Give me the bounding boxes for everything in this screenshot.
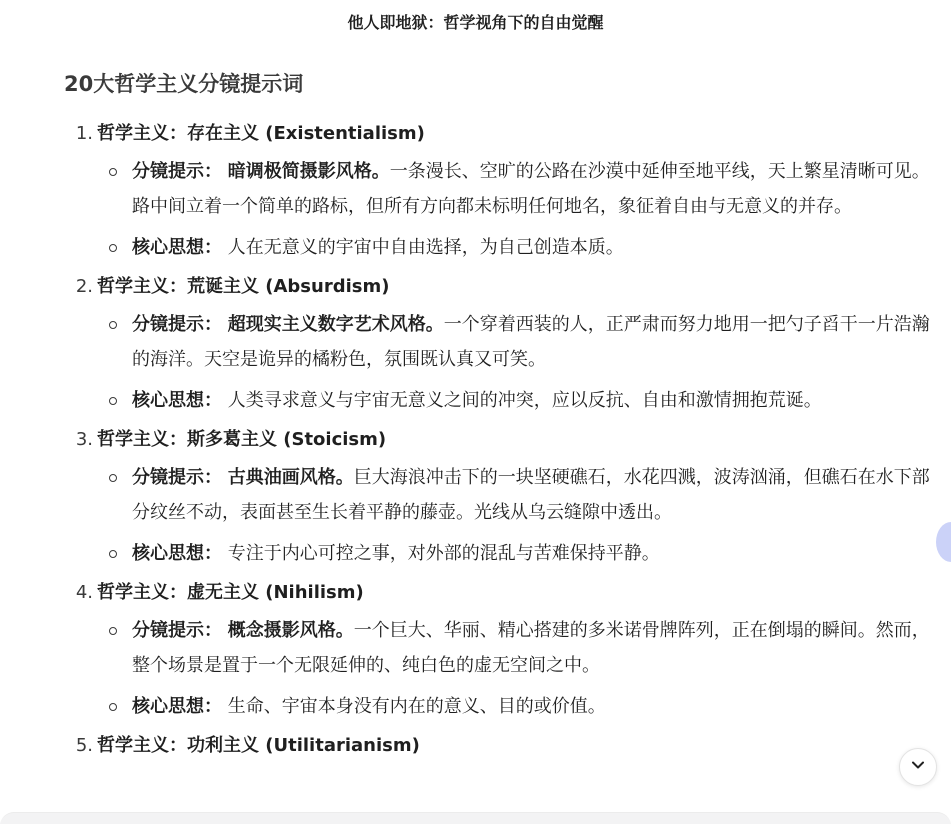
idea-label: 核心思想： — [132, 543, 222, 564]
item-number: 5. — [75, 735, 93, 756]
prompt-style: 暗调极简摄影风格。 — [227, 161, 390, 182]
item-heading-text: 哲学主义：存在主义 (Existentialism) — [97, 123, 425, 144]
idea-bullet — [97, 536, 951, 571]
prompt-label: 分镜提示： — [132, 314, 222, 335]
prompt-label: 分镜提示： — [132, 161, 222, 182]
item-number: 1. — [75, 123, 93, 144]
idea-bullet — [97, 383, 951, 418]
prompt-text: 一条漫长、空旷的公路在沙漠中延伸至地平线，天上繁星清晰可见。路中间立着一个简单的路标，但所有方向都未标明任何地名，象征着自由与无意义的并存。 — [132, 161, 930, 217]
message-input-area[interactable] — [0, 812, 951, 824]
idea-text: 专注于内心可控之事，对外部的混乱与苦难保持平静。 — [227, 543, 660, 564]
prompt-bullet — [97, 307, 951, 377]
list-item — [0, 120, 951, 265]
item-number: 4. — [75, 582, 93, 603]
item-number: 3. — [75, 429, 93, 450]
item-heading — [75, 273, 951, 301]
prompt-style: 古典油画风格。 — [227, 467, 354, 488]
idea-text: 生命、宇宙本身没有内在的意义、目的或价值。 — [227, 696, 606, 717]
item-heading-text: 哲学主义：斯多葛主义 (Stoicism) — [97, 429, 387, 450]
list-item — [0, 273, 951, 418]
prompt-bullet — [97, 154, 951, 224]
conversation-title: 他人即地狱：哲学视角下的自由觉醒 — [347, 13, 604, 32]
idea-label: 核心思想： — [132, 390, 222, 411]
list-item — [0, 579, 951, 724]
idea-bullet — [97, 230, 951, 265]
prompt-style: 概念摄影风格。 — [227, 620, 354, 641]
prompt-text: 一个穿着西装的人，正严肃而努力地用一把勺子舀干一片浩瀚的海洋。天空是诡异的橘粉色，氛围既认真又可笑。 — [132, 314, 930, 370]
prompt-bullet — [97, 613, 951, 683]
prompt-text: 巨大海浪冲击下的一块坚硬礁石，水花四溅，波涛汹涌，但礁石在水下部分纹丝不动，表面甚至生长着平静的藤壶。光线从乌云缝隙中透出。 — [132, 467, 930, 523]
idea-label: 核心思想： — [132, 696, 222, 717]
list-item — [0, 732, 951, 760]
section-heading: 20大哲学主义分镜提示词 — [64, 72, 304, 96]
prompt-label: 分镜提示： — [132, 620, 222, 641]
item-heading-text: 哲学主义：功利主义 (Utilitarianism) — [97, 735, 420, 756]
idea-bullet — [97, 689, 951, 724]
idea-label: 核心思想： — [132, 237, 222, 258]
item-heading — [75, 120, 951, 148]
chevron-down-icon — [909, 756, 927, 778]
item-heading-text: 哲学主义：虚无主义 (Nihilism) — [97, 582, 364, 603]
item-heading-text: 哲学主义：荒诞主义 (Absurdism) — [97, 276, 390, 297]
idea-text: 人在无意义的宇宙中自由选择，为自己创造本质。 — [227, 237, 624, 258]
scroll-down-button[interactable] — [899, 748, 937, 786]
item-heading — [75, 579, 951, 607]
list-item — [0, 426, 951, 571]
prompt-style: 超现实主义数字艺术风格。 — [227, 314, 444, 335]
item-heading — [75, 426, 951, 454]
item-number: 2. — [75, 276, 93, 297]
item-heading — [75, 732, 951, 760]
idea-text: 人类寻求意义与宇宙无意义之间的冲突，应以反抗、自由和激情拥抱荒诞。 — [227, 390, 822, 411]
philosophy-list — [0, 120, 951, 760]
prompt-text: 一个巨大、华丽、精心搭建的多米诺骨牌阵列，正在倒塌的瞬间。然而，整个场景是置于一个无限延伸的、纯白色的虚无空间之中。 — [132, 620, 930, 676]
prompt-label: 分镜提示： — [132, 467, 222, 488]
prompt-bullet — [97, 460, 951, 530]
